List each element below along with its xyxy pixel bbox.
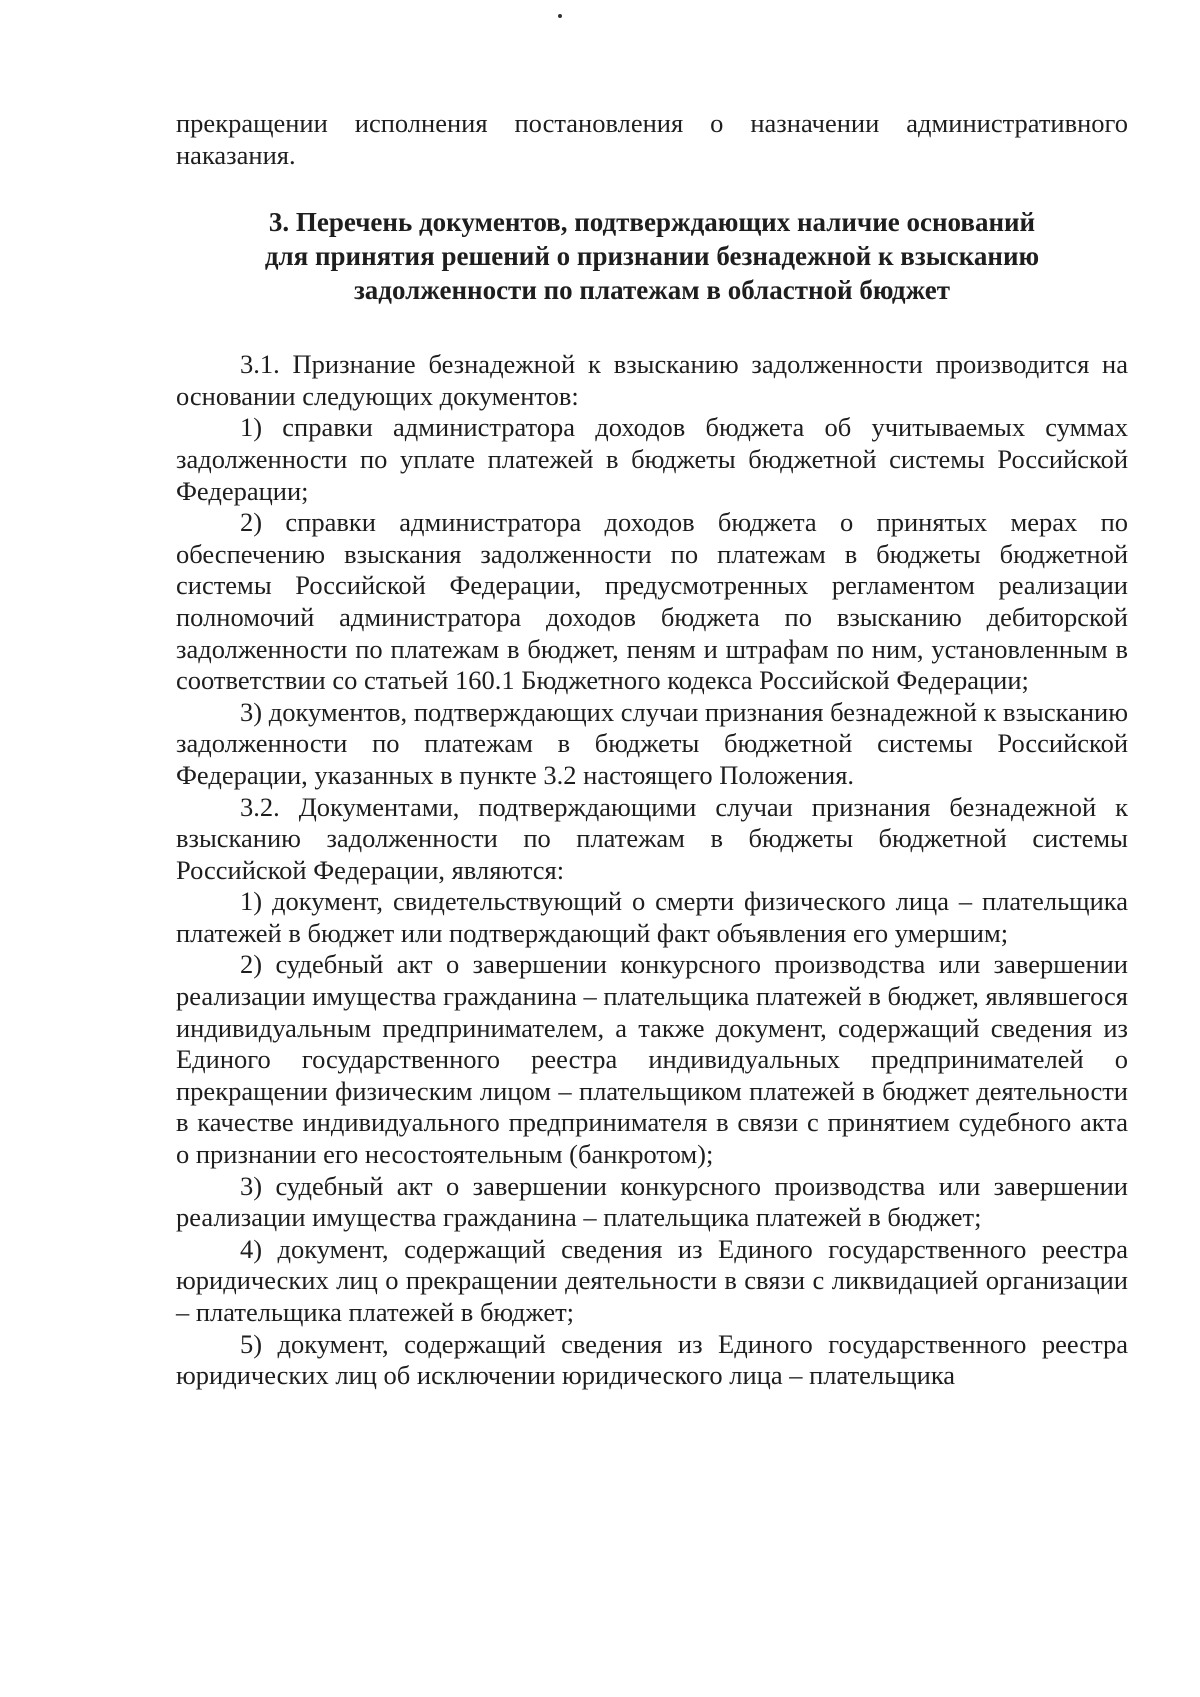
scan-speck	[558, 14, 562, 18]
continuation-paragraph: прекращении исполнения постановления о назначении административного наказания.	[176, 108, 1128, 170]
paragraph-3-1: 3.1. Признание безнадежной к взысканию задолженности производится на основании следующих документов:	[176, 349, 1128, 411]
paragraph-3-2: 3.2. Документами, подтверждающими случаи признания безнадежной к взысканию задолженности по платежам в бюджеты бюджетной системы Российской Федерации, являются:	[176, 791, 1128, 885]
section-heading-line: 3. Перечень документов, подтверждающих наличие оснований	[268, 207, 1036, 238]
list-item: 3) судебный акт о завершении конкурсного производства или завершении реализации имущества гражданина – плательщика платежей в бюджет;	[176, 1170, 1128, 1233]
list-item: 5) документ, содержащий сведения из Единого государственного реестра юридических лиц об исключении юридического лица – плательщика	[176, 1328, 1128, 1391]
section-heading	[176, 205, 1128, 307]
list-item: 2) судебный акт о завершении конкурсного производства или завершении реализации имущества гражданина – плательщика платежей в бюджет, являвшегося индивидуальным предпринимателем, а также документ, содержащий сведения из Единого государственного реестра индивидуальных предпринимателей о прекращении физическим лицом – плательщиком платежей в бюджет деятельности в качестве индивидуального предпринимателя в связи с принятием судебного акта о признании его несостоятельным (банкротом);	[176, 949, 1128, 1170]
list-item: 1) справки администратора доходов бюджета об учитываемых суммах задолженности по уплате платежей в бюджеты бюджетной системы Российской Федерации;	[176, 412, 1128, 506]
section-heading-line: для принятия решений о признании безнадежной к взысканию	[264, 241, 1040, 272]
section-heading-line: задолженности по платежам в областной бюджет	[353, 275, 951, 306]
document-body	[176, 108, 1128, 1392]
list-item: 3) документов, подтверждающих случаи признания безнадежной к взысканию задолженности по платежам в бюджеты бюджетной системы Российской Федерации, указанных в пункте 3.2 настоящего Положения.	[176, 696, 1128, 790]
list-item: 4) документ, содержащий сведения из Единого государственного реестра юридических лиц о прекращении деятельности в связи с ликвидацией организации – плательщика платежей в бюджет;	[176, 1233, 1128, 1327]
list-item: 2) справки администратора доходов бюджета о принятых мерах по обеспечению взыскания задолженности по платежам в бюджеты бюджетной системы Российской Федерации, предусмотренных регламентом реализации полномочий администратора доходов бюджета по взысканию дебиторской задолженности по платежам в бюджет, пеням и штрафам по ним, установленным в соответствии со статьей 160.1 Бюджетного кодекса Российской Федерации;	[176, 507, 1128, 696]
list-item: 1) документ, свидетельствующий о смерти физического лица – плательщика платежей в бюджет или подтверждающий факт объявления его умершим;	[176, 886, 1128, 948]
